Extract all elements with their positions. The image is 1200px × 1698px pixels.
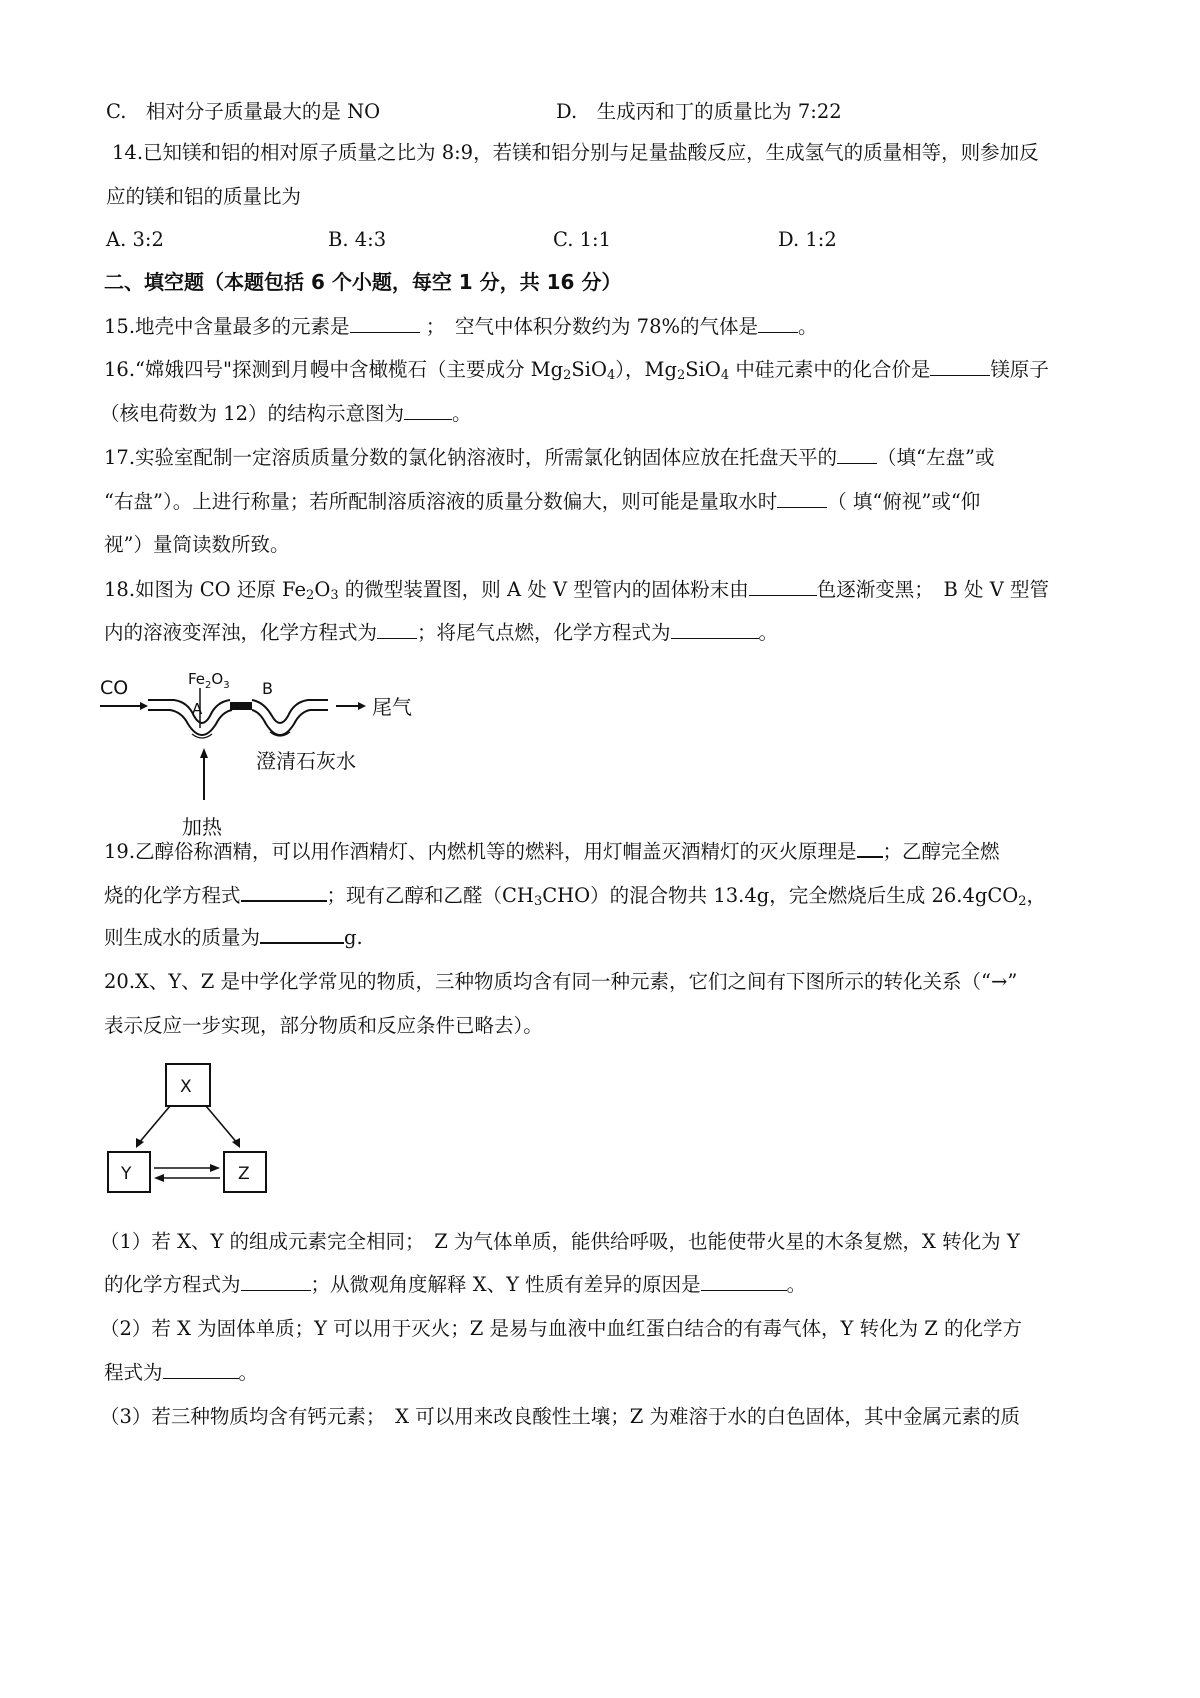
q15-text-3: 。 [798, 315, 818, 338]
q20-2-line2 [104, 1360, 258, 1386]
tail-gas-label: 尾气 [372, 695, 412, 719]
answer-blank[interactable] [837, 445, 877, 464]
label-a: A [192, 700, 203, 718]
q16-text-4: SiO [685, 358, 721, 381]
answer-blank[interactable] [377, 620, 417, 639]
q19-text-8: g. [344, 926, 363, 949]
answer-blank[interactable] [857, 838, 883, 858]
subscript: 2 [1018, 894, 1027, 909]
q18-text-4: 色逐渐变黑； B 处 V 型管 [816, 578, 1050, 601]
answer-blank[interactable] [749, 577, 817, 596]
q13-option-d: D. 生成丙和丁的质量比为 7:22 [556, 100, 842, 123]
q15 [104, 314, 818, 340]
section-heading: 二、填空题（本题包括 6 个小题，每空 1 分，共 16 分） [104, 270, 622, 294]
xyz-conversion-diagram [100, 1060, 280, 1200]
q19-text-2: ；乙醇完全燃 [882, 840, 1000, 863]
q18-text-7: 。 [758, 621, 779, 644]
q18-line1 [104, 577, 1049, 609]
q17-text-2: （填“左盘”或 [877, 446, 995, 469]
label-x: X [180, 1077, 192, 1097]
answer-blank[interactable] [404, 401, 452, 420]
q18-line2 [104, 620, 778, 646]
limewater-label: 澄清石灰水 [256, 749, 356, 773]
q19-text-3: 烧的化学方程式 [104, 884, 241, 907]
q18-text-5: 内的溶液变浑浊，化学方程式为 [104, 621, 378, 644]
q16-line2 [100, 401, 472, 427]
arrowhead-z-to-y [154, 1174, 164, 1182]
co-label: CO [100, 677, 129, 699]
co-reduction-apparatus [96, 664, 436, 844]
q15-text-1: 15.地壳中含量最多的元素是 [104, 315, 350, 338]
q17-line3: 视”）量筒读数所致。 [104, 533, 290, 556]
q20-line1: 20.X、Y、Z 是中学化学常见的物质，三种物质均含有同一种元素，它们之间有下图所示的转化关系（“→” [104, 970, 1018, 993]
q18-text-3: 的微型装置图，则 A 处 V 型管内的固体粉末由 [338, 578, 749, 601]
answer-blank[interactable] [758, 314, 798, 333]
q20-2-text-1: 程式为 [104, 1361, 163, 1384]
q19-text-5: CHO）的混合物共 13.4g，完全燃烧后生成 26.4gCO [542, 884, 1019, 907]
q17-text-3: “右盘”）。上进行称量；若所配制溶质溶液的质量分数偏大，则可能是量取水时 [104, 490, 778, 513]
q14-option-c: C. 1:1 [553, 228, 612, 251]
q15-text-2: ； 空气中体积分数约为 78%的气体是 [425, 315, 759, 338]
answer-blank[interactable] [241, 1272, 311, 1291]
q19-line1 [104, 838, 1000, 865]
rubber-connector [230, 702, 252, 710]
q14-option-b: B. 4:3 [328, 228, 387, 251]
answer-blank[interactable] [260, 924, 344, 944]
label-y: Y [121, 1164, 132, 1184]
q17-line2 [104, 489, 980, 515]
q14-option-a: A. 3:2 [106, 228, 164, 251]
q20-line2: 表示反应一步实现，部分物质和反应条件已略去）。 [104, 1014, 543, 1037]
q18-text-1: 18.如图为 CO 还原 Fe [104, 578, 307, 601]
label-z: Z [238, 1164, 250, 1184]
subscript: 2 [676, 368, 686, 383]
q16-text-8: 。 [452, 402, 472, 425]
q16-text-2: SiO [571, 358, 607, 381]
q16-line1 [104, 357, 1049, 389]
answer-blank[interactable] [701, 1272, 787, 1291]
arrowhead-y-to-z [210, 1164, 220, 1172]
v-tube-a-inner [148, 710, 232, 735]
subscript: 4 [720, 368, 730, 383]
subscript: 4 [606, 368, 616, 383]
arrow-x-to-y [138, 1106, 170, 1144]
q19-text-7: 则生成水的质量为 [104, 926, 261, 949]
answer-blank[interactable] [350, 314, 420, 333]
q20-1-text-1: 的化学方程式为 [104, 1273, 241, 1296]
q20-1-text-2: ；从微观角度解释 X、Y 性质有差异的原因是 [310, 1273, 701, 1296]
inlet-arrowhead [140, 702, 148, 710]
q16-text-3: ），Mg [615, 358, 677, 381]
q17-line1 [104, 445, 994, 471]
subscript: 2 [563, 368, 572, 383]
q20-1-text-3: 。 [786, 1273, 807, 1296]
q20-1-line1: （1）若 X、Y 的组成元素完全相同； Z 为气体单质，能供给呼吸，也能使带火星的木条复燃，X 转化为 Y [100, 1230, 1020, 1253]
q13-option-c: C. 相对分子质量最大的是 NO [106, 100, 381, 123]
fe2o3-label: $Fe_2O_3$ [188, 670, 230, 691]
answer-blank[interactable] [163, 1360, 239, 1379]
q20-1-line2 [104, 1272, 806, 1298]
q18-text-2: O [314, 578, 331, 601]
subscript: 3 [533, 894, 543, 909]
subscript: 2 [306, 588, 315, 603]
q20-2-line1: （2）若 X 为固体单质；Y 可以用于灭火；Z 是易与血液中血红蛋白结合的有毒气体，Y 转化为 Z 的化学方 [100, 1317, 1023, 1340]
q19-line2 [104, 882, 1046, 915]
q14-stem-line2: 应的镁和铝的质量比为 [106, 185, 302, 208]
arrow-x-to-z [206, 1106, 238, 1144]
q16-text-5: 中硅元素中的化合价是 [729, 358, 931, 381]
q17-text-1: 17.实验室配制一定溶质质量分数的氯化钠溶液时，所需氯化钠固体应放在托盘天平的 [104, 446, 838, 469]
answer-blank[interactable] [671, 620, 759, 639]
q18-text-6: ；将尾气点燃，化学方程式为 [417, 621, 671, 644]
q16-text-7: （核电荷数为 12）的结构示意图为 [100, 402, 405, 425]
q19-line3 [104, 924, 363, 951]
heat-arrowhead [200, 748, 208, 758]
answer-blank[interactable] [241, 882, 327, 902]
q16-text-1: 16.“嫦娥四号"探测到月幔中含橄榄石（主要成分 Mg [104, 358, 564, 381]
q19-text-1: 19.乙醇俗称酒精，可以用作酒精灯、内燃机等的燃料，用灯帽盖灭酒精灯的灭火原理是 [104, 840, 857, 863]
heat-label: 加热 [182, 815, 222, 839]
q17-text-4: （ 填“俯视”或“仰 [827, 490, 981, 513]
q20-3-line1: （3）若三种物质均含有钙元素； X 可以用来改良酸性土壤；Z 为难溶于水的白色固体，其中金属元素的质 [100, 1405, 1020, 1428]
q14-option-d: D. 1:2 [778, 228, 837, 251]
outlet-arrowhead [358, 702, 366, 710]
q14-stem-line1: 14.已知镁和铝的相对原子质量之比为 8:9，若镁和铝分别与足量盐酸反应，生成氢气的质量相等，则参加反 [112, 141, 1039, 164]
q20-2-text-2: 。 [238, 1361, 259, 1384]
label-b: B [262, 679, 273, 698]
q19-text-6: ， [1026, 884, 1047, 907]
subscript: 3 [330, 588, 339, 603]
q19-text-4: ；现有乙醇和乙醛（CH [326, 884, 534, 907]
q16-text-6: 镁原子 [990, 358, 1049, 381]
answer-blank[interactable] [930, 357, 990, 376]
answer-blank[interactable] [777, 489, 827, 508]
